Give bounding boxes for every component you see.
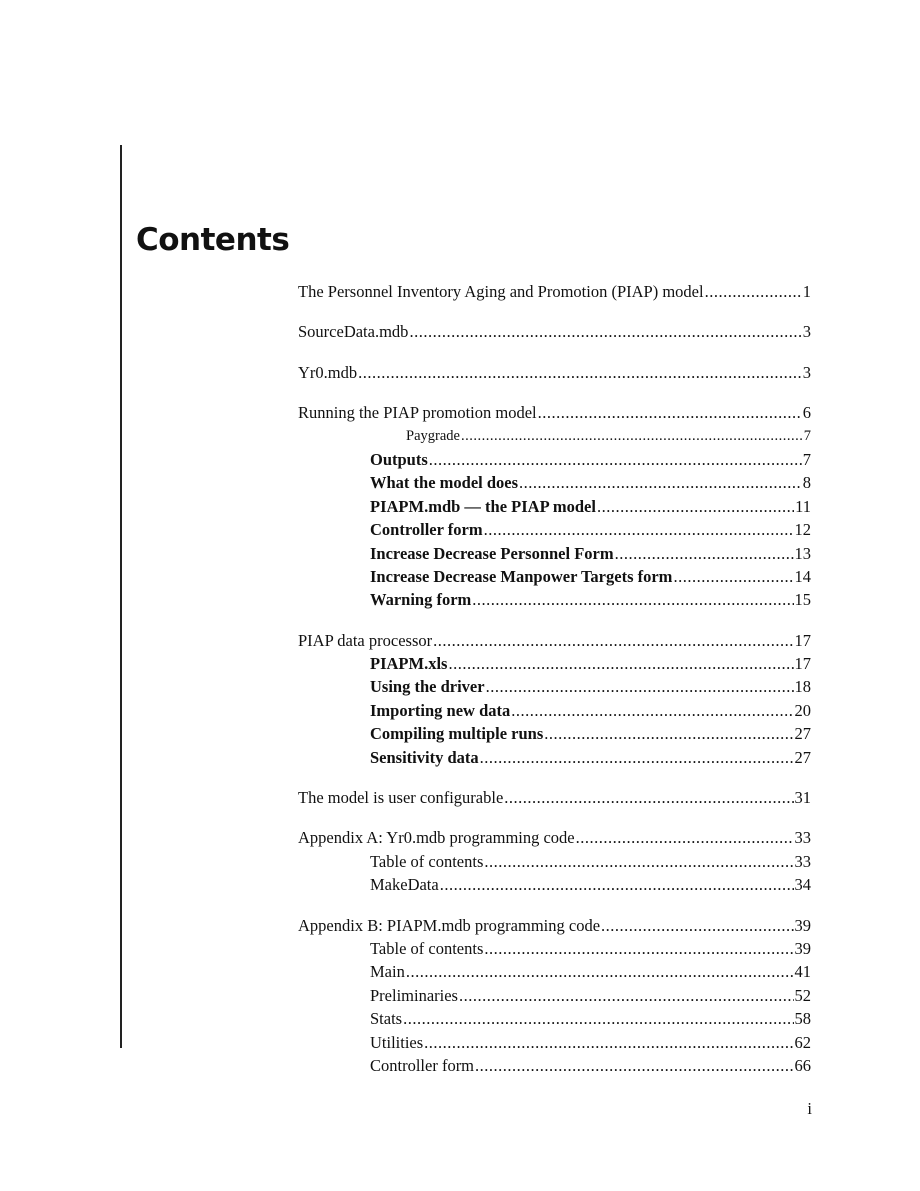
toc-dot-leader: [440, 873, 794, 896]
toc-entry-page: 41: [794, 962, 811, 982]
toc-entry-page: 39: [794, 915, 811, 935]
toc-entry[interactable]: [298, 1007, 811, 1030]
toc-entry-page: 7: [803, 427, 811, 444]
toc-entry[interactable]: [298, 1054, 811, 1077]
toc-entry-page: 34: [794, 875, 811, 895]
toc-entry-page: 20: [794, 700, 811, 720]
toc-entry-page: 12: [794, 520, 811, 540]
toc-dot-leader: [511, 699, 793, 722]
toc-entry-page: 1: [802, 282, 811, 301]
toc-dot-leader: [673, 565, 793, 588]
toc-dot-leader: [433, 629, 793, 652]
toc-entry-title: Appendix B: PIAPM.mdb programming code: [298, 915, 601, 935]
toc-entry-title: PIAPM.mdb — the PIAP model: [370, 496, 596, 516]
toc-dot-leader: [461, 425, 803, 448]
toc-entry-title: Paygrade: [406, 427, 460, 444]
toc-group: [298, 629, 811, 769]
toc-entry[interactable]: [298, 1031, 811, 1054]
toc-entry-page: 58: [794, 1009, 811, 1029]
toc-entry-title: PIAP data processor: [298, 630, 433, 650]
toc-dot-leader: [409, 320, 801, 343]
toc-dot-leader: [358, 361, 802, 384]
toc-entry-page: 17: [794, 630, 811, 650]
toc-entry-page: 31: [794, 788, 811, 808]
toc-entry-title: Increase Decrease Personnel Form: [370, 543, 614, 563]
toc-entry-page: 33: [794, 851, 811, 871]
table-of-contents: [298, 280, 811, 1094]
toc-entry[interactable]: [298, 984, 811, 1007]
toc-dot-leader: [424, 1031, 793, 1054]
toc-entry-title: Warning form: [370, 590, 472, 610]
toc-entry-page: 17: [794, 654, 811, 674]
toc-entry[interactable]: [298, 361, 811, 384]
toc-entry-title: MakeData: [370, 875, 439, 895]
toc-dot-leader: [484, 850, 793, 873]
toc-entry[interactable]: [298, 937, 811, 960]
toc-entry-title: Utilities: [370, 1032, 424, 1052]
toc-entry[interactable]: [298, 495, 811, 518]
toc-dot-leader: [406, 960, 794, 983]
toc-entry-title: Increase Decrease Manpower Targets form: [370, 566, 673, 586]
toc-entry-title: Outputs: [370, 449, 428, 469]
toc-entry-title: Main: [370, 962, 405, 982]
toc-group: [298, 826, 811, 896]
toc-entry-page: 14: [794, 566, 811, 586]
toc-entry-title: The Personnel Inventory Aging and Promotion (PIAP) model: [298, 282, 704, 301]
toc-dot-leader: [484, 518, 794, 541]
toc-entry-title: Table of contents: [370, 851, 484, 871]
toc-entry[interactable]: [298, 629, 811, 652]
toc-entry[interactable]: [298, 588, 811, 611]
toc-entry[interactable]: [298, 448, 811, 471]
toc-entry-page: 8: [802, 473, 811, 493]
toc-dot-leader: [480, 746, 794, 769]
toc-entry-page: 13: [794, 543, 811, 563]
toc-entry[interactable]: [298, 542, 811, 565]
toc-group: [298, 361, 811, 384]
toc-entry-page: 33: [794, 828, 811, 848]
toc-dot-leader: [615, 542, 794, 565]
toc-entry-title: Compiling multiple runs: [370, 724, 544, 744]
toc-entry[interactable]: [298, 401, 811, 424]
toc-entry-page: 3: [802, 322, 811, 342]
toc-entry-page: 6: [802, 403, 811, 423]
toc-dot-leader: [484, 937, 793, 960]
toc-dot-leader: [597, 495, 794, 518]
toc-entry-title: Stats: [370, 1009, 403, 1029]
toc-entry-page: 52: [794, 985, 811, 1005]
toc-dot-leader: [601, 914, 793, 937]
toc-dot-leader: [544, 722, 793, 745]
toc-entry[interactable]: [298, 280, 811, 303]
toc-group: [298, 401, 811, 612]
toc-entry[interactable]: [298, 873, 811, 896]
toc-group: [298, 914, 811, 1078]
toc-dot-leader: [475, 1054, 793, 1077]
toc-entry[interactable]: [298, 699, 811, 722]
toc-group: [298, 280, 811, 303]
toc-dot-leader: [576, 826, 794, 849]
toc-group: [298, 786, 811, 809]
toc-entry-page: 27: [794, 747, 811, 767]
toc-entry[interactable]: [298, 675, 811, 698]
toc-entry[interactable]: [298, 914, 811, 937]
toc-entry-title: The model is user configurable: [298, 788, 504, 808]
toc-entry-title: Appendix A: Yr0.mdb programming code: [298, 828, 575, 848]
toc-entry-page: 39: [794, 938, 811, 958]
toc-entry-title: Preliminaries: [370, 985, 458, 1005]
toc-dot-leader: [519, 471, 802, 494]
toc-entry-title: Yr0.mdb: [298, 362, 358, 382]
toc-entry[interactable]: [298, 652, 811, 675]
toc-entry-page: 15: [794, 590, 811, 610]
toc-dot-leader: [504, 786, 793, 809]
toc-entry[interactable]: [298, 722, 811, 745]
toc-entry-page: 62: [794, 1032, 811, 1052]
toc-entry[interactable]: [298, 850, 811, 873]
page-number: i: [807, 1099, 812, 1118]
toc-entry-page: 3: [802, 362, 811, 382]
toc-dot-leader: [403, 1007, 793, 1030]
toc-entry-title: Sensitivity data: [370, 747, 479, 767]
toc-entry-page: 27: [794, 724, 811, 744]
toc-entry[interactable]: [298, 826, 811, 849]
toc-dot-leader: [486, 675, 794, 698]
toc-entry-title: Running the PIAP promotion model: [298, 403, 537, 423]
toc-entry[interactable]: [298, 320, 811, 343]
toc-entry-page: 66: [794, 1055, 811, 1075]
margin-rule: [120, 145, 122, 1048]
toc-dot-leader: [459, 984, 794, 1007]
toc-entry-title: Table of contents: [370, 938, 484, 958]
toc-entry[interactable]: [298, 471, 811, 494]
toc-dot-leader: [448, 652, 793, 675]
toc-entry-title: Using the driver: [370, 677, 485, 697]
toc-entry-title: Importing new data: [370, 700, 511, 720]
toc-group: [298, 320, 811, 343]
toc-entry[interactable]: [298, 746, 811, 769]
toc-entry-title: PIAPM.xls: [370, 654, 448, 674]
toc-dot-leader: [429, 448, 802, 471]
toc-dot-leader: [538, 401, 802, 424]
toc-dot-leader: [705, 280, 802, 303]
toc-entry[interactable]: [298, 518, 811, 541]
toc-entry-page: 18: [794, 677, 811, 697]
page-title: Contents: [136, 222, 290, 258]
toc-entry[interactable]: [298, 565, 811, 588]
toc-entry-title: SourceData.mdb: [298, 322, 409, 342]
toc-dot-leader: [472, 588, 793, 611]
toc-entry-title: Controller form: [370, 520, 483, 540]
toc-entry-page: 7: [802, 449, 811, 469]
toc-entry[interactable]: [298, 960, 811, 983]
toc-entry-page: 11: [795, 496, 811, 516]
toc-entry-title: Controller form: [370, 1055, 475, 1075]
toc-entry-title: What the model does: [370, 473, 519, 493]
toc-entry[interactable]: [298, 786, 811, 809]
toc-entry[interactable]: [298, 425, 811, 448]
